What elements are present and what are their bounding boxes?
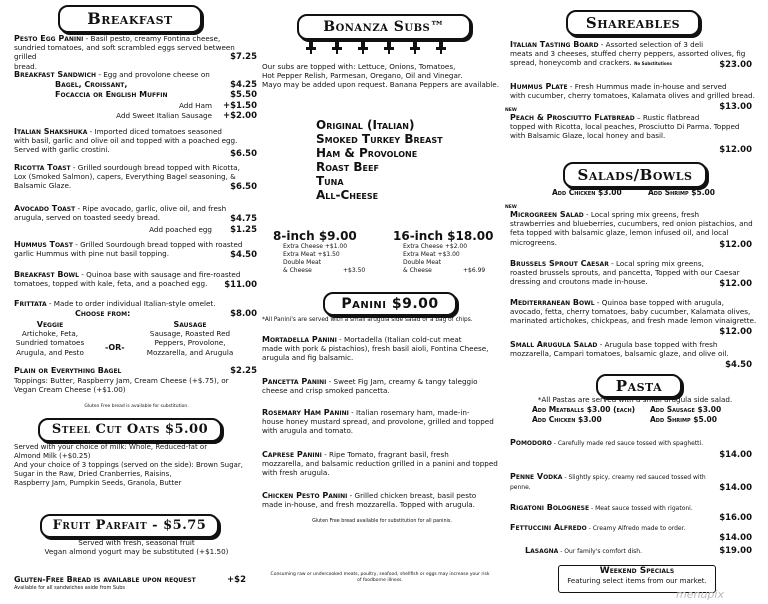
frittata-price: $8.00 (230, 309, 257, 319)
salads-add-shrimp: Add Shrimp $5.00 (648, 188, 715, 197)
sub-item: Roast Beef (316, 160, 379, 174)
peach-flatbread-item: Peach & Prosciutto Flatbread – Rustic flatbread topped with Ricotta, local peaches, Prosciutto Di Parma. Topped with Balsamic Glaze, local honey and basil. (510, 113, 740, 141)
rigatoni-item: Rigatoni Bolognese - Meat sauce tossed with rigatoni. (510, 503, 693, 512)
sub-item: Original (Italian) (316, 118, 415, 132)
fettuccini-item: Fettuccini Alfredo - Creamy Alfredo made to order. (510, 523, 686, 532)
small-arugula-item: Small Arugula Salad - Arugula base topped with fresh mozzarella, Campari tomatoes, balsamic glaze, and olive oil. (510, 340, 729, 359)
sandwich-price1: $4.25 (230, 80, 257, 90)
penne-price: $14.00 (719, 483, 752, 493)
new-badge-micro: NEW (505, 205, 517, 210)
sub-icon (410, 40, 420, 54)
shakshuka-item: Italian Shakshuka - Imported diced tomatoes seasoned with basil, garlic and olive oil and topped with a poached egg. Served with garlic crostini. (14, 127, 238, 155)
parfait-header: Fruit Parfait - $5.75 (40, 514, 219, 538)
pomodoro-price: $14.00 (719, 450, 752, 460)
shakshuka-price: $6.50 (230, 149, 257, 159)
bowl-item: Breakfast Bowl - Quinoa base with sausage and fire-roasted tomatoes, topped with kale, feta, and a poached egg. (14, 270, 241, 289)
pancetta-item: Pancetta Panini - Sweet Fig Jam, creamy & tangy taleggio cheese and crisp smoked pancetta. (262, 377, 478, 396)
brussels-item: Brussels Sprout Caesar - Local spring mix greens, roasted brussels sprouts, and pancetta, Topped with our Caesar dressing and croutons made in-house. (510, 259, 740, 287)
ricotta-price: $6.50 (230, 182, 257, 192)
consume-warning: Consuming raw or undercooked meats, poultry, seafood, shellfish or eggs may increase your risk of foodborne illness. (270, 572, 490, 583)
hummus-toast-item: Hummus Toast - Grilled Sourdough bread topped with roasted garlic Hummus with pine nut basil topping. (14, 240, 243, 259)
bagel-toppings: Toppings: Butter, Raspberry Jam, Cream Cheese (+$.75), or Vegan Cream Cheese (+$1.00) (14, 376, 229, 395)
chicken-pesto-item: Chicken Pesto Panini - Grilled chicken breast, basil pesto made in-house, and fresh mozzarella. Topped with arugula. (262, 491, 477, 510)
bagel-name: Plain or Everything Bagel (14, 366, 122, 375)
sub-item: Tuna (316, 174, 344, 188)
eight-inch-label: 8-inch $9.00 (273, 229, 357, 243)
sixteen-inch-double-price: +$6.99 (463, 267, 486, 274)
pasta-add-sausage: Add Sausage $3.00 (650, 405, 722, 414)
add-ham-price: +$1.50 (222, 101, 257, 111)
rosemary-item: Rosemary Ham Panini - Italian rosemary ham, made-in- house honey mustard spread, and provolone, grilled and topped with arugula and tomato. (262, 408, 494, 436)
subs-desc: Our subs are topped with: Lettuce, Onions, Tomatoes, Hot Pepper Relish, Parmesan, Oregano, Oil and Vinegar. Mayo may be added upon request. Banana Peppers are available. (262, 62, 500, 90)
weekend-specials-desc: Featuring select items from our market. (567, 577, 707, 585)
microgreen-price: $12.00 (719, 240, 752, 250)
peach-flatbread-price: $12.00 (719, 145, 752, 155)
new-badge-peach: NEW (505, 108, 517, 113)
sub-item: Ham & Provolone (316, 146, 418, 160)
frittata-item: Frittata - Made to order individual Italian-style omelet. (14, 299, 216, 308)
microgreen-item: Microgreen Salad - Local spring mix greens, fresh strawberries and blueberries, cucumbers, red onion pistachios, and feta topped with balsamic glaze, lemon infused oil, and local microgreens. (510, 210, 753, 247)
or-label: -OR- (105, 343, 125, 352)
subs-list (316, 118, 443, 202)
hummus-plate-item: Hummus Plate - Fresh Hummus made in-house and served with cucumber, cherry tomatoes, Kalamata olives and grilled bread. (510, 82, 755, 101)
tasting-board-item: Italian Tasting Board - Assorted selection of 3 deli meats and 3 cheeses, stuffed cherry peppers, assorted olives, fig spread, honeycomb and crackers. No Substitutions (510, 40, 746, 68)
sub-item: All-Cheese (316, 188, 379, 202)
pesto-price: $7.25 (230, 52, 257, 62)
bagel-price: $2.25 (230, 366, 257, 376)
rigatoni-price: $16.00 (719, 513, 752, 523)
avocado-price: $4.75 (230, 214, 257, 224)
sub-icon (358, 40, 368, 54)
sandwich-item: Breakfast Sandwich - Egg and provolone cheese on (14, 70, 210, 79)
salads-add-chicken: Add Chicken $3.00 (552, 188, 622, 197)
hummus-plate-price: $13.00 (719, 102, 752, 112)
sub-icon (332, 40, 342, 54)
panini-note: *All Panini's are served with a small arugula side salad or a bag of chips. (262, 317, 473, 323)
bowl-price: $11.00 (224, 280, 257, 290)
pasta-add-chicken: Add Chicken $3.00 (532, 415, 602, 424)
mediterranean-price: $12.00 (719, 327, 752, 337)
hummus-toast-price: $4.50 (230, 250, 257, 260)
sandwich-opt1: Bagel, Croissant, (55, 80, 128, 89)
add-ham: Add Ham (178, 101, 212, 110)
pasta-note: *All Pastas are served with a small arugula side salad. (537, 395, 733, 404)
weekend-specials-title: Weekend Specials (599, 566, 675, 576)
gluten-free-text: Gluten-Free Bread is available upon request (14, 575, 196, 584)
lasagna-item: Lasagna - Our family's comfort dish. (525, 546, 643, 555)
gluten-free-note: Available for all sandwiches aside from Subs (14, 585, 126, 591)
panini-gluten-note: Gluten Free bread available for substitution for all paninis. (312, 519, 452, 524)
breakfast-header: Breakfast (58, 5, 202, 33)
breakfast-gluten-note: Gluten Free bread is available for substitution. (84, 404, 189, 409)
mortadella-item: Mortadella Panini - Mortadella (Italian cold-cut meat made with pork & pistachios), fresh basil aioli, Fontina Cheese, arugula and fig balsamic. (262, 335, 489, 363)
brussels-price: $12.00 (719, 279, 752, 289)
panini-header: Panini $9.00 (323, 292, 457, 316)
subs-header: Bonanza Subs™ (297, 14, 471, 40)
sixteen-inch-extras: Extra Cheese +$2.00 Extra Meat +$3.00 Double Meat & Cheese (403, 243, 468, 274)
penne-item: Penne Vodka - Slightly spicy, creamy red sauced tossed with penne. (510, 472, 706, 492)
sub-icon (306, 40, 316, 54)
watermark: menupix (676, 588, 724, 601)
fettuccini-price: $14.00 (719, 533, 752, 543)
gluten-free-price: +$2 (227, 575, 246, 585)
add-sausage: Add Sweet Italian Sausage (116, 111, 212, 120)
sub-sandwich-icons (300, 38, 460, 54)
add-sausage-price: +$2.00 (222, 111, 257, 121)
sandwich-price2: $5.50 (230, 90, 257, 100)
eight-inch-extras: Extra Cheese +$1.00 Extra Meat +$1.50 Double Meat & Cheese (283, 243, 348, 274)
tasting-board-price: $23.00 (719, 60, 752, 70)
parfait-desc: Served with fresh, seasonal fruit Vegan almond yogurt may be substituted (+$1.50) (44, 538, 229, 557)
sixteen-inch-label: 16-inch $18.00 (393, 229, 494, 243)
oats-header: Steel Cut Oats $5.00 (38, 418, 222, 442)
oats-desc: Served with your choice of milk: Whole, Reduced-fat or Almond Milk (+$0.25) And your choice of 3 toppings (served on the side): Brown Sugar, Sugar in the Raw, Dried Cranberries, Raisins, Raspberry Jam, Pumpkin Seeds, Granola, Butter (14, 443, 243, 487)
veggie-option: Veggie Artichoke, Feta, Sundried tomatoes Arugula, and Pesto (15, 320, 85, 357)
pasta-add-meatballs: Add Meatballs $3.00 (each) (532, 405, 636, 414)
salads-header: Salads/Bowls (563, 162, 707, 188)
pasta-header: Pasta (596, 374, 682, 398)
mediterranean-item: Mediterranean Bowl - Quinoa base topped with arugula, avocado, fetta, cherry tomatoes, baby cucumber, Kalamata olives, marinated artichokes, chickpeas, and fresh made lemon vinaigrette. (510, 298, 757, 326)
caprese-item: Caprese Panini - Ripe Tomato, fragrant basil, fresh mozzarella, and balsamic reduction grilled in a panini and topped with fresh arugula. (262, 450, 498, 478)
shareables-header: Shareables (566, 10, 700, 36)
sub-item: Smoked Turkey Breast (316, 132, 443, 146)
add-poached-price: $1.25 (230, 225, 257, 235)
small-arugula-price: $4.50 (725, 360, 752, 370)
sub-icon (384, 40, 394, 54)
pomodoro-item: Pomodoro - Carefully made red sauce tossed with spaghetti. (510, 438, 704, 447)
lasagna-price: $19.00 (719, 546, 752, 556)
sandwich-opt2: Focaccia or English Muffin (55, 90, 168, 99)
ricotta-item: Ricotta Toast - Grilled sourdough bread topped with Ricotta, Lox (Smoked Salmon), capers, Everything Bagel seasoning, & Balsamic Glaze. (14, 163, 240, 191)
sausage-option: Sausage Sausage, Roasted Red Peppers, Provolone, Mozzarella, and Arugula (146, 320, 234, 357)
sub-icon (436, 40, 446, 54)
avocado-item: Avocado Toast - Ripe avocado, garlic, olive oil, and fresh arugula, served on toasted seedy bread. (14, 204, 227, 223)
pesto-item: Pesto Egg Panini - Basil pesto, creamy Fontina cheese, sundried tomatoes, and soft scrambled eggs served between grilled bread. (14, 34, 235, 71)
add-poached: Add poached egg (149, 225, 212, 234)
eight-inch-double-price: +$3.50 (343, 267, 366, 274)
choose-from: Choose from: (75, 309, 131, 318)
pasta-add-shrimp: Add Shrimp $5.00 (650, 415, 717, 424)
